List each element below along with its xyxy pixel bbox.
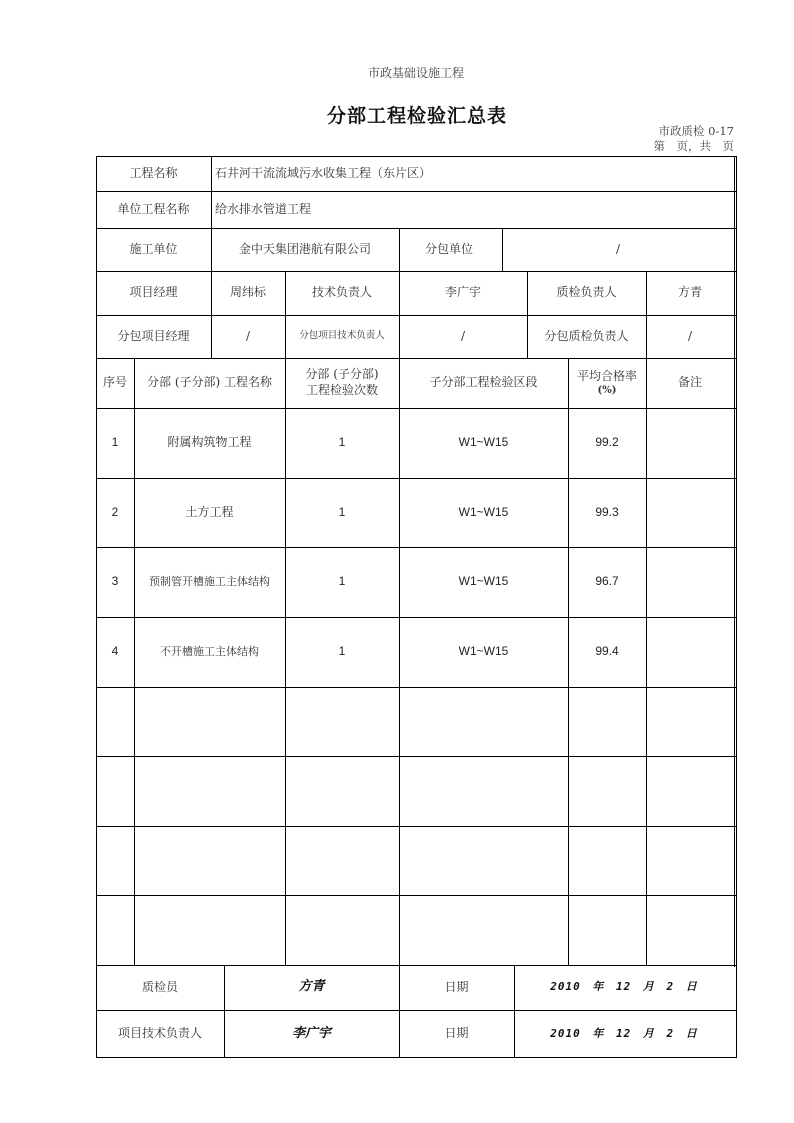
row-seq: 4 — [111, 644, 119, 659]
col-header-seq: 序号 — [102, 375, 127, 390]
tech-signoff-label: 项目技术负责人 — [117, 1026, 202, 1041]
date-value-1: 2010 年 12 月 2 日 — [550, 980, 698, 994]
project-name-value: 石井河干流流域污水收集工程（东片区） — [215, 165, 432, 180]
row-rate: 99.2 — [595, 435, 619, 450]
row-count: 1 — [338, 574, 346, 589]
subcontractor-label: 分包单位 — [425, 241, 474, 256]
unit-project-label: 单位工程名称 — [117, 201, 190, 216]
row-remark — [646, 617, 734, 687]
qc-lead-label: 质检负责人 — [556, 285, 617, 300]
sub-pm-label: 分包项目经理 — [117, 328, 190, 343]
sub-qc-label: 分包质检负责人 — [544, 328, 629, 343]
row-section: W1~W15 — [458, 644, 509, 659]
sub-tech-value: / — [460, 328, 466, 343]
row-remark — [646, 408, 734, 478]
date-label-1: 日期 — [444, 979, 469, 994]
col-header-section: 子分部工程检验区段 — [429, 375, 538, 390]
col-header-rate-line2: (%) — [597, 385, 617, 397]
row-remark — [646, 478, 734, 547]
row-count: 1 — [338, 644, 346, 659]
form-code: 市政质检 0-17 — [658, 124, 734, 138]
sub-pm-value: / — [245, 328, 251, 343]
page-info: 第 页，共 页 — [653, 139, 734, 153]
qc-lead-value: 方青 — [677, 285, 702, 300]
row-name: 附属构筑物工程 — [167, 435, 252, 450]
col-header-rate-line1: 平均合格率 — [576, 368, 637, 383]
tech-lead-value: 李广宇 — [444, 285, 481, 300]
tech-lead-label: 技术负责人 — [311, 285, 372, 300]
col-header-count-line2: 工程检验次数 — [305, 383, 378, 397]
col-header-rate — [568, 358, 646, 408]
row-name: 土方工程 — [185, 504, 234, 519]
tech-signature: 李广宇 — [291, 1025, 331, 1041]
project-name-label: 工程名称 — [129, 165, 178, 180]
row-count: 1 — [338, 435, 346, 450]
row-seq: 3 — [111, 574, 119, 589]
row-remark — [646, 547, 734, 617]
row-rate: 99.4 — [595, 644, 619, 659]
row-seq: 2 — [111, 504, 119, 519]
col-header-count — [285, 358, 399, 408]
pm-label: 项目经理 — [129, 285, 178, 300]
row-count: 1 — [338, 504, 346, 519]
col-header-count-line1: 分部 (子分部) — [305, 367, 379, 382]
row-section: W1~W15 — [458, 574, 509, 589]
col-header-remark: 备注 — [677, 375, 702, 390]
date-label-2: 日期 — [444, 1026, 469, 1041]
row-seq: 1 — [111, 435, 119, 450]
unit-project-value: 给水排水管道工程 — [215, 201, 312, 216]
top-caption: 市政基础设施工程 — [367, 66, 464, 80]
row-section: W1~W15 — [458, 435, 509, 450]
sub-tech-label: 分包项目技术负责人 — [299, 330, 385, 342]
row-rate: 96.7 — [595, 574, 619, 589]
inspector-signature: 方青 — [298, 979, 325, 995]
sub-qc-value: / — [687, 328, 693, 343]
row-rate: 99.3 — [595, 504, 619, 519]
col-header-name: 分部 (子分部) 工程名称 — [147, 375, 272, 390]
page-title: 分部工程检验汇总表 — [326, 105, 507, 127]
pm-value: 周纬标 — [229, 285, 266, 300]
inspector-label: 质检员 — [141, 979, 178, 994]
contractor-label: 施工单位 — [129, 241, 178, 256]
contractor-value: 金中天集团港航有限公司 — [238, 241, 371, 256]
row-name: 不开槽施工主体结构 — [160, 644, 259, 658]
subcontractor-value: / — [615, 241, 621, 256]
row-name: 预制管开槽施工主体结构 — [149, 574, 270, 588]
row-section: W1~W15 — [458, 504, 509, 519]
date-value-2: 2010 年 12 月 2 日 — [550, 1026, 698, 1040]
